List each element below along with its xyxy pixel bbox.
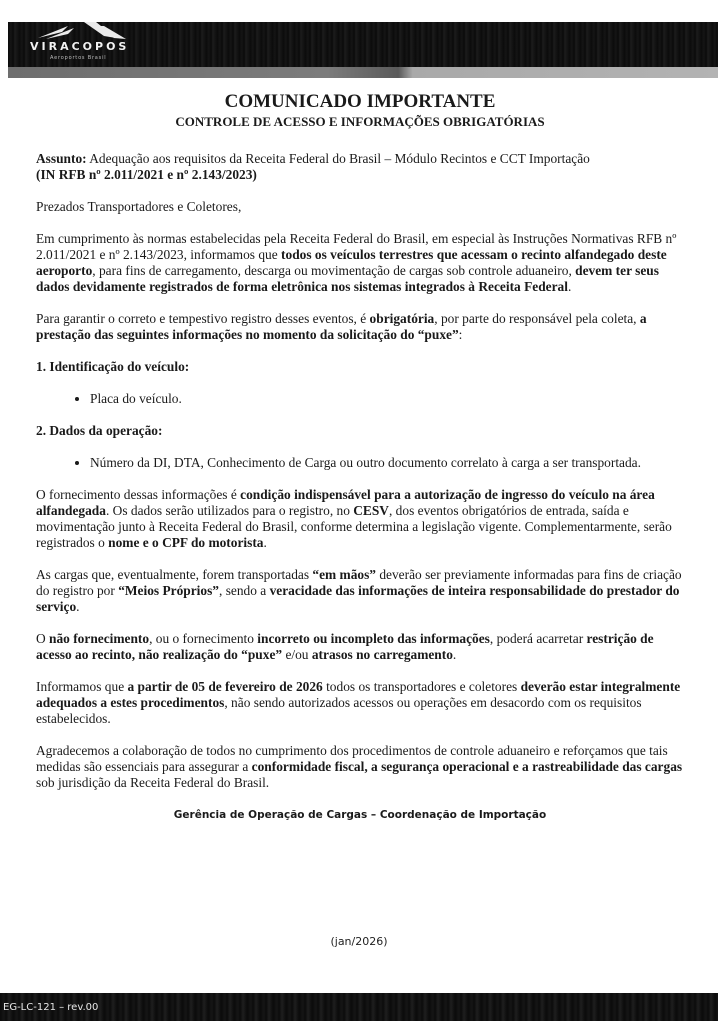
document-date: (jan/2026) <box>330 935 388 948</box>
text-run: . <box>263 535 267 550</box>
text-run: Informamos que <box>36 679 128 694</box>
paragraph-thanks <box>36 743 684 791</box>
subject-text: Adequação aos requisitos da Receita Federal do Brasil – Módulo Recintos e CCT Importação <box>86 151 590 166</box>
text-run: . Os dados serão utilizados para o registro, no <box>105 503 354 518</box>
paragraph-consequences <box>36 631 684 663</box>
document-subtitle: CONTROLE DE ACESSO E INFORMAÇÕES OBRIGATÓRIAS <box>175 114 545 129</box>
section-vehicle-identification-heading: 1. Identificação do veículo: <box>36 359 190 374</box>
text-run: todos os transportadores e coletores <box>322 679 521 694</box>
text-run: : <box>458 327 463 342</box>
viracopos-logo <box>20 22 140 66</box>
paragraph-required-info <box>36 311 684 343</box>
bold-run: deverão estar integralmente adequados a estes procedimentos <box>36 679 681 710</box>
bold-run: a partir de 05 de fevereiro de 2026 <box>127 679 323 694</box>
text-run: , sendo a <box>219 583 270 598</box>
bold-run: “em mãos” <box>312 567 376 582</box>
text-run: , poderá acarretar <box>489 631 587 646</box>
greeting: Prezados Transportadores e Coletores, <box>36 199 242 214</box>
subject-paragraph <box>36 151 684 183</box>
text-run: Em cumprimento às normas estabelecidas pela Receita Federal do Brasil, em especial às Instruções Normativas RFB nº 2.011/2021 e nº 2.143/2023, informamos que <box>36 231 677 262</box>
text-run: . <box>76 599 80 614</box>
bold-run: não fornecimento <box>49 631 150 646</box>
document-title: COMUNICADO IMPORTANTE <box>224 91 496 112</box>
subject-reference: (IN RFB nº 2.011/2021 e nº 2.143/2023) <box>36 167 257 182</box>
text-run: e/ou <box>282 647 312 662</box>
mountain-wings-icon <box>38 22 128 40</box>
document-code: EG-LC-121 – rev.00 <box>3 1002 99 1013</box>
bold-run: a prestação das seguintes informações no momento da solicitação do “puxe” <box>36 311 647 342</box>
text-run: Para garantir o correto e tempestivo registro desses eventos, é <box>36 311 370 326</box>
text-run: , por parte do responsável pela coleta, <box>434 311 640 326</box>
bold-run: obrigatória <box>369 311 435 326</box>
text-run: , não sendo autorizados acessos ou operações em desacordo com os requisitos estabelecidos. <box>36 695 642 726</box>
text-run: . <box>452 647 457 662</box>
paragraph-hand-carried-cargo <box>36 567 684 615</box>
operation-data-list <box>36 455 684 471</box>
paragraph-authorization <box>36 487 684 551</box>
vehicle-identification-list <box>36 391 684 407</box>
footer-band <box>0 993 718 1021</box>
bold-run: condição indispensável para a autorização de ingresso do veículo na área alfandegada <box>36 487 655 518</box>
bold-run: atrasos no carregamento <box>311 647 453 662</box>
bold-run: conformidade fiscal, a segurança operacional e a rastreabilidade das cargas <box>251 759 683 774</box>
bold-run: todos os veículos terrestres que acessam o recinto alfandegado deste aeroporto <box>36 247 667 278</box>
bold-run: “Meios Próprios” <box>118 583 219 598</box>
bold-run: restrição de acesso ao recinto, não realização do “puxe” <box>36 631 654 662</box>
text-run: . <box>567 279 572 294</box>
paragraph-compliance <box>36 231 684 295</box>
logo-name: VIRACOPOS <box>30 40 130 53</box>
list-item: • Número da DI, DTA, Conhecimento de Carga ou outro documento correlato à carga a ser transportada. <box>90 455 684 471</box>
signature: Gerência de Operação de Cargas – Coordenação de Importação <box>173 809 547 821</box>
header-gray-stripe <box>8 67 718 78</box>
subject-label: Assunto: <box>36 151 87 166</box>
bold-run: nome e o CPF do motorista <box>108 535 264 550</box>
text-run: As cargas que, eventualmente, forem transportadas <box>36 567 313 582</box>
header-band <box>8 22 718 78</box>
text-run: , ou o fornecimento <box>149 631 258 646</box>
bold-run: devem ter seus dados devidamente registrados de forma eletrônica nos sistemas integrados à Receita Federal <box>36 263 659 294</box>
list-item: • Placa do veículo. <box>90 391 684 407</box>
text-run: , dos eventos obrigatórios de entrada, saída e movimentação junto à Receita Federal do Brasil, conforme determina a legislação vigente. Complementarmente, serão registrados o <box>36 503 672 550</box>
section-operation-data-heading: 2. Dados da operação: <box>36 423 163 438</box>
text-run: sob jurisdição da Receita Federal do Brasil. <box>36 775 270 790</box>
text-run: , para fins de carregamento, descarga ou movimentação de cargas sob controle aduaneiro, <box>92 263 576 278</box>
text-run: deverão ser previamente informadas para fins de criação do registro por <box>36 567 682 598</box>
text-run: O <box>36 631 50 646</box>
text-run: Agradecemos a colaboração de todos no cumprimento dos procedimentos de controle aduaneiro e reforçamos que tais medidas são essenciais para assegurar a <box>36 743 668 774</box>
paragraph-deadline <box>36 679 684 727</box>
bold-run: incorreto ou incompleto das informações <box>257 631 490 646</box>
text-run: O fornecimento dessas informações é <box>36 487 241 502</box>
document-body <box>36 92 684 823</box>
logo-subtitle: Aeroportos Brasil <box>50 55 107 61</box>
bold-run: veracidade das informações de inteira responsabilidade do prestador do serviço <box>36 583 680 614</box>
bold-run: CESV <box>353 503 389 518</box>
